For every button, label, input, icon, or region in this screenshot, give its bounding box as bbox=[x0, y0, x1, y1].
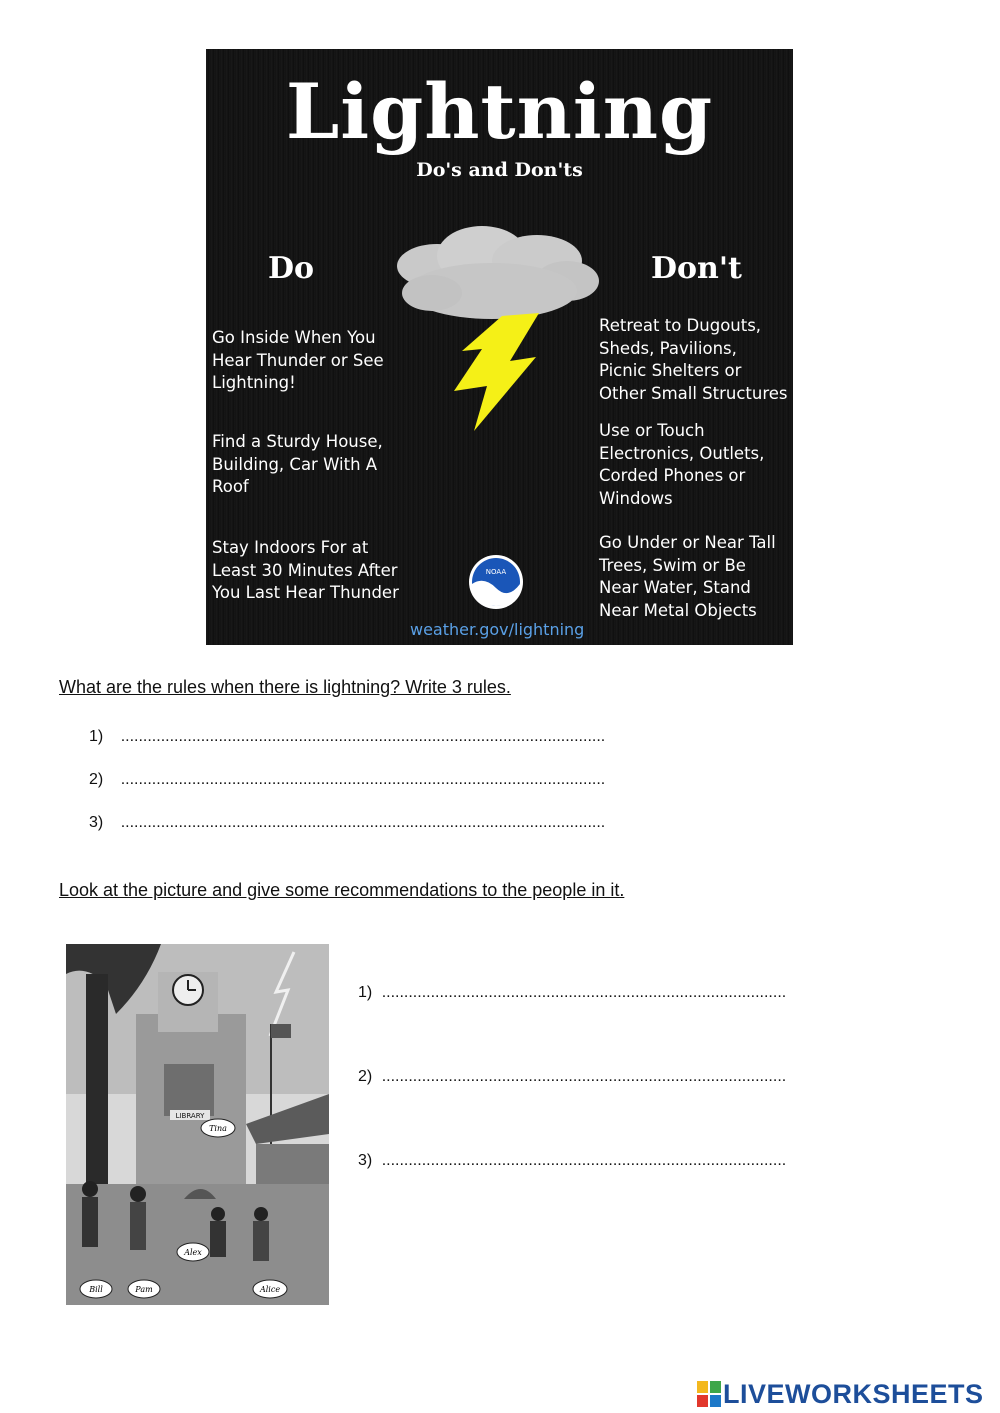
dont-heading: Don't bbox=[651, 251, 742, 286]
poster-subtitle: Do's and Don'ts bbox=[416, 159, 583, 181]
answer-number: 2) bbox=[89, 771, 104, 788]
do-heading: Do bbox=[268, 251, 315, 286]
cloud-icon bbox=[397, 226, 599, 319]
section2-instruction: Look at the picture and give some recommendations to the people in it. bbox=[59, 880, 625, 900]
lightning-poster bbox=[206, 49, 793, 645]
rule-answer-1 bbox=[89, 728, 785, 746]
recommendation-answer-2 bbox=[358, 1068, 937, 1086]
answer-line[interactable]: ........................................................................................... bbox=[381, 1068, 787, 1085]
svg-text:NOAA: NOAA bbox=[485, 568, 507, 576]
storm-scene-illustration bbox=[66, 944, 329, 1305]
answer-number: 3) bbox=[358, 1152, 373, 1169]
do-rule-2: Find a Sturdy House, Building, Car With A Roof bbox=[212, 432, 383, 496]
rule-answer-3 bbox=[89, 814, 785, 832]
svg-text:Alex: Alex bbox=[184, 1248, 202, 1257]
answer-line[interactable]: ............................................................................................................. bbox=[120, 728, 606, 745]
dont-rule-1: Retreat to Dugouts, Sheds, Pavilions, Picnic Shelters or Other Small Structures bbox=[599, 316, 788, 403]
liveworksheets-grid-icon bbox=[697, 1381, 721, 1407]
recommendation-answer-1 bbox=[358, 984, 937, 1002]
storm-cloud-icon bbox=[392, 221, 612, 481]
rule-answer-2 bbox=[89, 771, 785, 789]
poster-title: Lightning bbox=[285, 67, 714, 156]
svg-text:Tina: Tina bbox=[209, 1124, 227, 1133]
answer-number: 2) bbox=[358, 1068, 373, 1085]
svg-text:LIBRARY: LIBRARY bbox=[175, 1112, 205, 1120]
svg-text:Bill: Bill bbox=[89, 1285, 103, 1294]
section1-instruction: What are the rules when there is lightning? Write 3 rules. bbox=[59, 677, 511, 697]
answer-line[interactable]: ............................................................................................................. bbox=[120, 814, 606, 831]
answer-line[interactable]: ........................................................................................... bbox=[381, 1152, 787, 1169]
website-link: weather.gov/lightning bbox=[410, 620, 585, 639]
do-rule-1: Go Inside When You Hear Thunder or See Lightning! bbox=[212, 328, 384, 392]
lightning-bolt-icon bbox=[454, 313, 539, 431]
do-rule-3: Stay Indoors For at Least 30 Minutes After You Last Hear Thunder bbox=[212, 538, 399, 602]
dont-rule-3: Go Under or Near Tall Trees, Swim or Be Near Water, Stand Near Metal Objects bbox=[599, 533, 776, 620]
answer-line[interactable]: ............................................................................................................. bbox=[120, 771, 606, 788]
svg-text:Pam: Pam bbox=[135, 1285, 153, 1294]
answer-line[interactable]: ........................................................................................... bbox=[381, 984, 787, 1001]
answer-number: 3) bbox=[89, 814, 104, 831]
brand-name: LIVEWORKSHEETS bbox=[723, 1378, 984, 1409]
dont-rule-2: Use or Touch Electronics, Outlets, Corded Phones or Windows bbox=[599, 421, 765, 508]
liveworksheets-logo[interactable] bbox=[697, 1377, 984, 1411]
recommendation-answer-3 bbox=[358, 1152, 937, 1170]
answer-number: 1) bbox=[89, 728, 104, 745]
answer-number: 1) bbox=[358, 984, 373, 1001]
noaa-logo-icon bbox=[468, 554, 524, 610]
svg-text:Alice: Alice bbox=[259, 1285, 281, 1294]
